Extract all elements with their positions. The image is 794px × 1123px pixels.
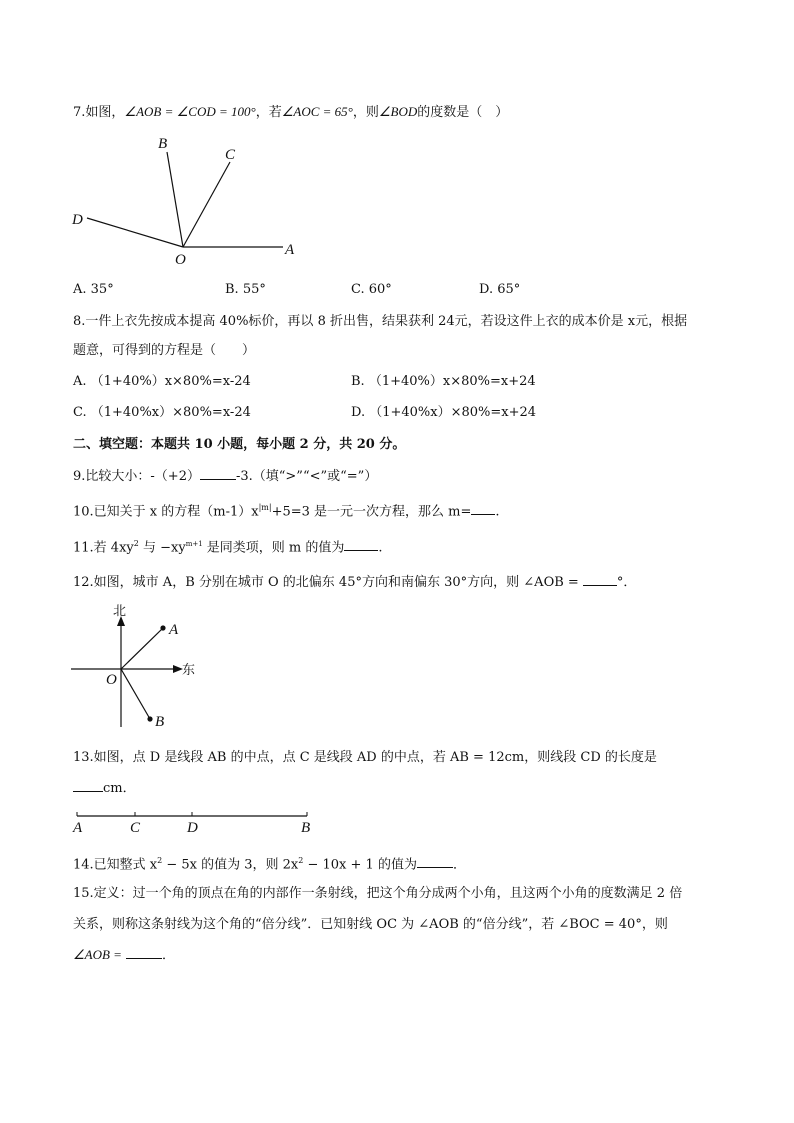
q7-text-b: ，若 bbox=[255, 105, 282, 120]
q11-exponent-2: m+1 bbox=[185, 540, 203, 548]
q11-text-c: 是同类项，则 m 的值为 bbox=[202, 540, 345, 556]
q14-exponent-2: 2 bbox=[298, 856, 304, 865]
label-b: B bbox=[158, 136, 168, 152]
q11-exponent-1: 2 bbox=[133, 539, 139, 548]
label-d: D bbox=[72, 212, 83, 228]
q7-text-a: 如图， bbox=[85, 105, 125, 120]
q14-answer-blank[interactable] bbox=[417, 855, 453, 868]
q12-answer-blank[interactable] bbox=[583, 573, 617, 586]
ray-oa bbox=[121, 628, 163, 669]
point-b bbox=[147, 716, 152, 721]
q15-end: ． bbox=[161, 948, 175, 963]
label-a: A bbox=[73, 820, 83, 836]
q7-option-a: A. 35° bbox=[73, 282, 114, 297]
q7-option-c: C. 60° bbox=[351, 282, 392, 297]
q14-text-c: − 10x + 1 的值为 bbox=[303, 857, 417, 873]
question-7-stem bbox=[73, 103, 508, 122]
q14-text-d: ． bbox=[452, 857, 466, 873]
q7-text-c: ，则 bbox=[352, 105, 379, 120]
label-c: C bbox=[130, 820, 141, 836]
question-10 bbox=[73, 499, 500, 521]
q7-angle-figure bbox=[65, 130, 305, 270]
q8-option-d: D. （1+40%x）×80%=x+24 bbox=[351, 405, 537, 420]
q9-text-b: -3.（填“>”“<”或“=”） bbox=[235, 469, 378, 484]
q10-exponent: |m| bbox=[258, 503, 272, 512]
q11-text-b: 与 −xy bbox=[138, 540, 186, 556]
q7-math-1: ∠AOB = ∠COD = 100° bbox=[124, 104, 256, 119]
q8-option-c: C. （1+40%x）×80%=x-24 bbox=[73, 405, 251, 420]
q10-text-b: +5=3 是一元一次方程，那么 m= bbox=[271, 504, 472, 520]
q7-option-b: B. 55° bbox=[225, 282, 266, 297]
ray-od bbox=[87, 218, 183, 247]
q8-option-a: A. （1+40%）x×80%=x-24 bbox=[73, 374, 251, 389]
question-15-line-1: 15.定义：过一个角的顶点在角的内部作一条射线，把这个角分成两个小角，且这两个小角的度数满足 2 倍 bbox=[73, 886, 683, 901]
label-a: A bbox=[169, 622, 179, 638]
question-13-line-1: 13.如图，点 D 是线段 AB 的中点，点 C 是线段 AD 的中点，若 AB = 12cm，则线段 CD 的长度是 bbox=[73, 750, 657, 765]
q7-option-d: D. 65° bbox=[479, 282, 521, 297]
point-a bbox=[160, 625, 165, 630]
q12-compass-figure bbox=[65, 602, 205, 732]
label-c: C bbox=[225, 147, 236, 163]
ray-oc bbox=[183, 162, 230, 247]
q14-text-b: − 5x 的值为 3，则 2x bbox=[162, 857, 299, 873]
q15-math: ∠AOB = bbox=[73, 947, 122, 962]
q9-answer-blank[interactable] bbox=[200, 467, 236, 480]
q10-text-c: . bbox=[495, 504, 500, 520]
q7-math-3: ∠BOD bbox=[378, 104, 418, 119]
label-north: 北 bbox=[113, 604, 127, 619]
q7-number: 7. bbox=[73, 105, 86, 120]
label-d: D bbox=[187, 820, 198, 836]
q8-option-b: B. （1+40%）x×80%=x+24 bbox=[351, 374, 536, 389]
question-13-line-2 bbox=[73, 779, 136, 798]
q7-math-2: ∠AOC = 65° bbox=[281, 104, 353, 119]
label-b: B bbox=[155, 714, 165, 730]
label-a: A bbox=[285, 242, 295, 258]
label-east: 东 bbox=[182, 663, 196, 678]
q7-text-d: 的度数是（ ） bbox=[417, 105, 509, 120]
q12-text-a: 12.如图，城市 A，B 分别在城市 O 的北偏东 45°方向和南偏东 30°方向，则 ∠AOB = bbox=[73, 575, 579, 590]
q14-exponent-1: 2 bbox=[157, 856, 163, 865]
question-12 bbox=[73, 573, 636, 592]
q13-answer-blank[interactable] bbox=[73, 779, 103, 792]
section-2-heading: 二、填空题：本题共 10 小题，每小题 2 分，共 20 分。 bbox=[73, 437, 406, 452]
q11-answer-blank[interactable] bbox=[344, 538, 378, 551]
ray-ob bbox=[121, 669, 150, 719]
question-9 bbox=[73, 467, 377, 486]
q9-text-a: 9.比较大小：-（+2） bbox=[73, 469, 200, 484]
q12-text-b: °． bbox=[616, 575, 637, 590]
q13-unit: cm． bbox=[103, 781, 136, 796]
question-8-line-1: 8.一件上衣先按成本提高 40%标价，再以 8 折出售，结果获利 24元，若设这件上衣的成本价是 x元，根据 bbox=[73, 314, 688, 329]
q14-text-a: 14.已知整式 x bbox=[73, 857, 158, 873]
q13-segment-figure bbox=[70, 808, 320, 838]
q10-answer-blank[interactable] bbox=[471, 502, 495, 515]
label-o: O bbox=[175, 252, 186, 268]
question-14 bbox=[73, 852, 466, 874]
label-o: O bbox=[106, 672, 117, 688]
label-b: B bbox=[301, 820, 311, 836]
question-15-line-2: 关系，则称这条射线为这个角的“倍分线”．已知射线 OC 为 ∠AOB 的“倍分线”，若 ∠BOC = 40°，则 bbox=[73, 917, 668, 932]
q10-text-a: 10.已知关于 x 的方程（m-1）x bbox=[73, 504, 259, 520]
question-8-line-2: 题意，可得到的方程是（ ） bbox=[73, 343, 256, 358]
question-11 bbox=[73, 535, 383, 557]
question-15-line-3 bbox=[73, 946, 175, 965]
q15-answer-blank[interactable] bbox=[126, 946, 162, 959]
q11-text-d: . bbox=[378, 540, 383, 556]
q11-text-a: 11.若 4xy bbox=[73, 540, 134, 556]
ray-ob bbox=[167, 152, 183, 247]
